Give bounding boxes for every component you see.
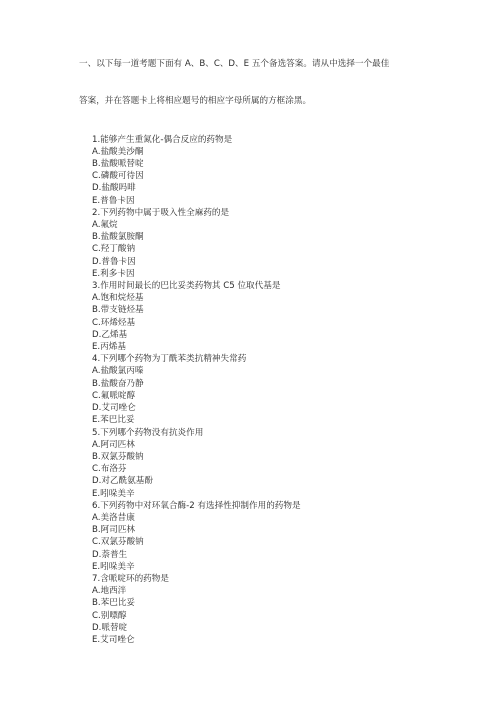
instructions-line-2: 答案，并在答题卡上将相应题号的相应字母所属的方框涂黑。 <box>79 96 312 107</box>
option-e: E.普鲁卡因 <box>92 195 135 206</box>
question-stem: 5.下列哪个药物没有抗炎作用 <box>92 427 204 438</box>
question-stem: 6.下列药物中对环氧合酶-2 有选择性抑制作用的药物是 <box>92 500 301 511</box>
option-e: E.丙烯基 <box>92 342 126 353</box>
option-a: A.盐酸氯丙嗪 <box>92 366 144 377</box>
question-1 <box>79 134 439 207</box>
question-stem: 7.含哌啶环的药物是 <box>92 573 169 584</box>
instructions-line-1: 一、以下每一道考题下面有 A、B、C、D、E 五个备选答案。请从中选择一个最佳 <box>79 59 390 70</box>
question-3 <box>79 280 439 353</box>
option-e: E.吲哚美辛 <box>92 561 135 572</box>
option-d: D.盐酸吗啡 <box>92 183 136 194</box>
option-c: C.氟哌啶醇 <box>92 390 136 401</box>
option-d: D.乙烯基 <box>92 329 128 340</box>
question-stem: 3.作用时间最长的巴比妥类药物其 C5 位取代基是 <box>92 281 281 292</box>
option-b: B.盐酸氯胺酮 <box>92 232 144 243</box>
option-d: D.艾司唑仑 <box>92 403 136 414</box>
option-c: C.布洛芬 <box>92 464 127 475</box>
option-d: D.对乙酰氨基酚 <box>92 476 153 487</box>
option-c: C.双氯芬酸钠 <box>92 537 144 548</box>
option-a: A.盐酸美沙酮 <box>92 146 144 157</box>
option-b: B.盐酸奋乃静 <box>92 378 144 389</box>
option-a: A.阿司匹林 <box>92 439 135 450</box>
option-d: D.萘普生 <box>92 549 128 560</box>
option-c: C.环烯烃基 <box>92 317 136 328</box>
option-d: D.哌替啶 <box>92 622 128 633</box>
instructions <box>79 34 439 132</box>
option-b: B.盐酸哌替啶 <box>92 159 144 170</box>
option-b: B.带支链烃基 <box>92 305 144 316</box>
question-7 <box>79 573 439 646</box>
option-b: B.苯巴比妥 <box>92 598 136 609</box>
option-e: E.艾司唑仑 <box>92 634 135 645</box>
question-stem: 1.能够产生重氮化-偶合反应的药物是 <box>92 134 233 145</box>
question-5 <box>79 427 439 500</box>
question-4 <box>79 353 439 426</box>
option-b: B.双氯芬酸钠 <box>92 451 144 462</box>
option-e: E.利多卡因 <box>92 268 135 279</box>
option-a: A.地西泮 <box>92 586 127 597</box>
option-d: D.普鲁卡因 <box>92 256 136 267</box>
question-2 <box>79 207 439 280</box>
option-e: E.吲哚美辛 <box>92 488 135 499</box>
question-6 <box>79 500 439 573</box>
option-b: B.阿司匹林 <box>92 525 136 536</box>
exam-content <box>79 34 439 646</box>
option-e: E.苯巴比妥 <box>92 415 135 426</box>
option-a: A.氟烷 <box>92 220 118 231</box>
option-c: C.羟丁酸钠 <box>92 244 136 255</box>
question-stem: 2.下列药物中属于吸入性全麻药的是 <box>92 207 230 218</box>
option-c: C.别嘌醇 <box>92 610 127 621</box>
option-a: A.美洛昔康 <box>92 512 135 523</box>
option-c: C.磷酸可待因 <box>92 171 144 182</box>
question-stem: 4.下列哪个药物为丁酰苯类抗精神失常药 <box>92 354 247 365</box>
option-a: A.饱和烷烃基 <box>92 293 144 304</box>
